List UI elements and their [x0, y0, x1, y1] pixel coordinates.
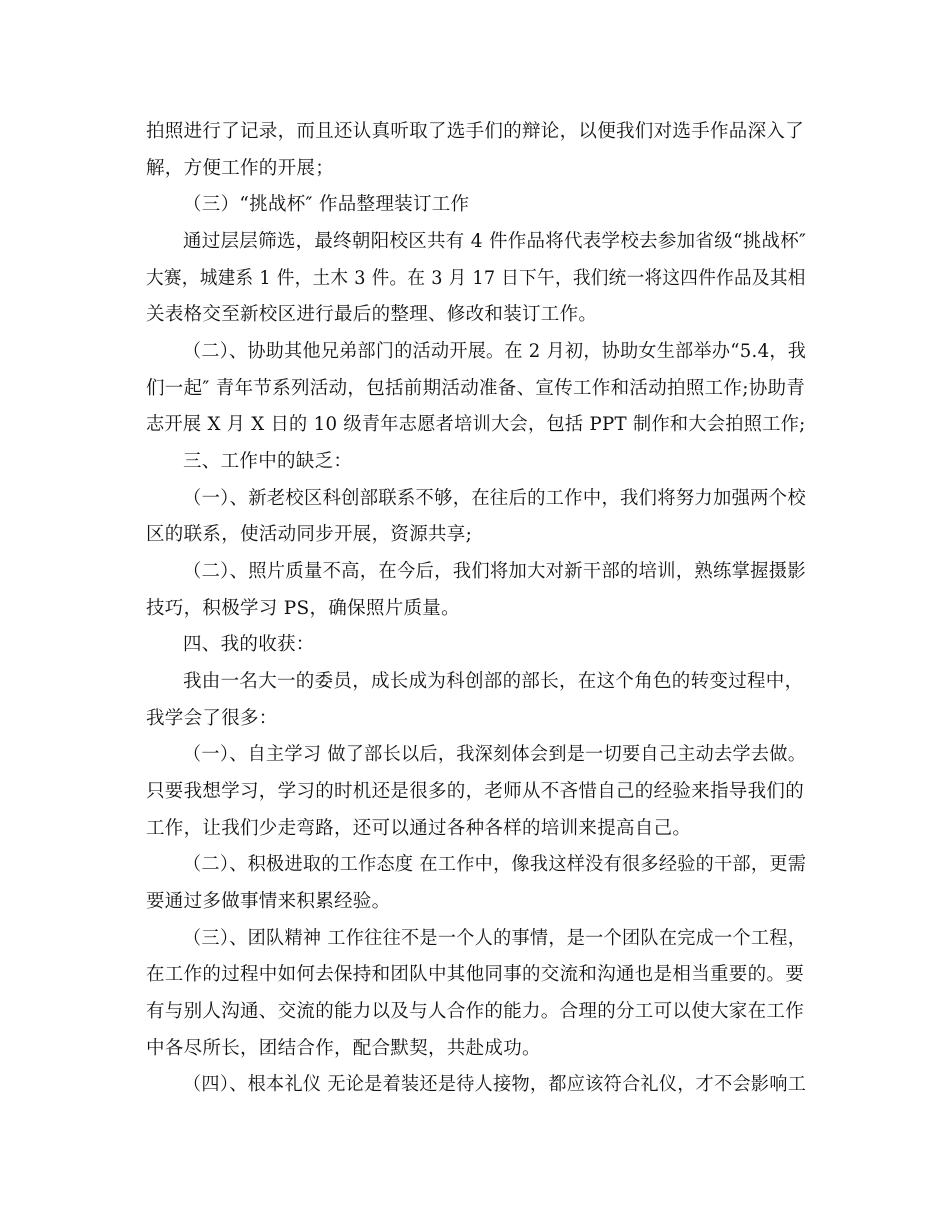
text-line: 区的联系，使活动同步开展，资源共享;	[146, 524, 473, 545]
text-line: 拍照进行了记录，而且还认真听取了选手们的辩论，以便我们对选手作品深入了	[146, 121, 805, 142]
text-line: （四）、根本礼仪 无论是着装还是待人接物，都应该符合礼仪，才不会影响工	[183, 1074, 807, 1095]
text-line: 大赛，城建系 1 件，土木 3 件。在 3 月 17 日下午，我们统一将这四件作品及其相	[146, 268, 806, 289]
text-line: （三）、团队精神 工作往往不是一个人的事情，是一个团队在完成一个工程，	[183, 928, 807, 949]
text-line: 我学会了很多：	[146, 708, 278, 729]
text-line: 要通过多做事情来积累经验。	[146, 891, 391, 912]
text-line: （一）、自主学习 做了部长以后，我深刻体会到是一切要自己主动去学去做。	[183, 744, 807, 765]
text-line: 通过层层筛选，最终朝阳校区共有 4 件作品将代表学校去参加省级“挑战杯″	[183, 231, 807, 252]
text-line: （二）、协助其他兄弟部门的活动开展。在 2 月初，协助女生部举办“5.4，我	[183, 341, 807, 362]
text-line: 我由一名大一的委员，成长成为科创部的部长，在这个角色的转变过程中，	[183, 671, 804, 692]
text-line: （二）、积极进取的工作态度 在工作中，像我这样没有很多经验的干部，更需	[183, 854, 807, 875]
text-line: 在工作的过程中如何去保持和团队中其他同事的交流和沟通也是相当重要的。要	[146, 964, 805, 985]
text-line: 工作，让我们少走弯路，还可以通过各种各样的培训来提高自己。	[146, 818, 692, 839]
text-line: 只要我想学习，学习的时机还是很多的，老师从不吝惜自己的经验来指导我们的	[146, 781, 805, 802]
section-heading: 四、我的收获：	[183, 634, 315, 655]
text-line: 中各尽所长，团结合作，配合默契，共赴成功。	[146, 1038, 541, 1059]
section-heading: （三）“挑战杯″ 作品整理装订工作	[183, 194, 470, 215]
section-heading: 三、工作中的缺乏：	[183, 451, 353, 472]
text-line: （二）、照片质量不高，在今后，我们将加大对新干部的培训，熟练掌握摄影	[183, 561, 806, 582]
text-line: 有与别人沟通、交流的能力以及与人合作的能力。合理的分工可以使大家在工作	[146, 1001, 805, 1022]
text-line: （一）、新老校区科创部联系不够，在往后的工作中，我们将努力加强两个校	[183, 488, 806, 509]
text-line: 解，方便工作的开展；	[146, 158, 335, 179]
text-line: 关表格交至新校区进行最后的整理、修改和装订工作。	[146, 304, 598, 325]
text-line: 们一起″ 青年节系列活动，包括前期活动准备、宣传工作和活动拍照工作;协助青	[146, 378, 806, 399]
text-line: 志开展 X 月 X 日的 10 级青年志愿者培训大会，包括 PPT 制作和大会拍照工作;	[146, 414, 806, 435]
text-line: 技巧，积极学习 PS，确保照片质量。	[146, 598, 460, 619]
